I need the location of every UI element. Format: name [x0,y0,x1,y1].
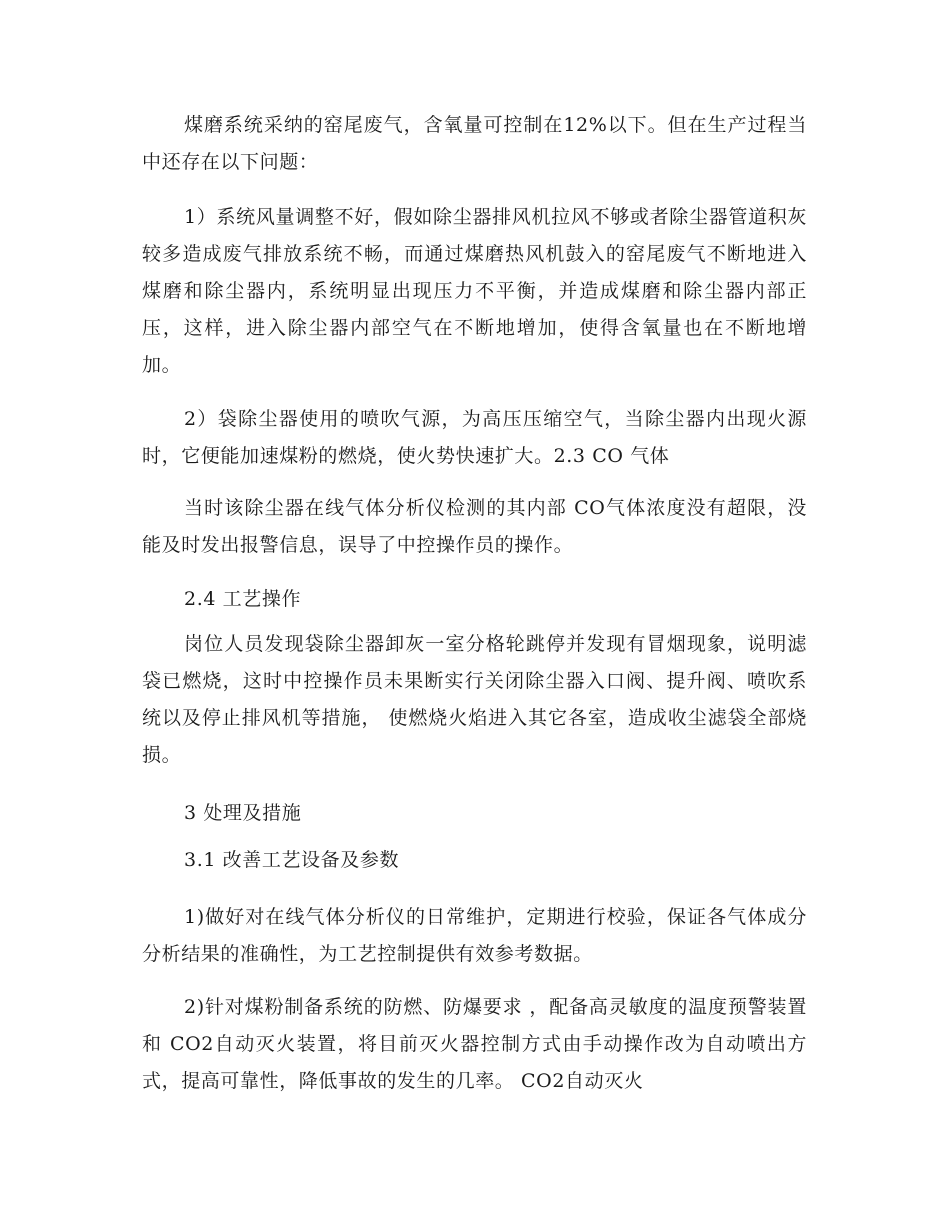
paragraph-10: 2)针对煤粉制备系统的防燃、防爆要求 ，配备高灵敏度的温度预警装置和 CO2自动灭火装置，将目前灭火器控制方式由手动操作改为自动喷出方式，提高可靠性，降低事故的发生的几率。 CO2自动灭火 [142,996,807,1092]
paragraph-7: 3 处理及措施 [184,802,302,824]
paragraph-9: 1)做好对在线气体分析仪的日常维护，定期进行校验，保证各气体成分分析结果的准确性，为工艺控制提供有效参考数据。 [142,906,807,965]
paragraph-1: 煤磨系统采纳的窑尾废气，含氧量可控制在12%以下。但在生产过程当中还存在以下问题： [142,114,807,173]
paragraph-3: 2）袋除尘器使用的喷吹气源，为高压压缩空气，当除尘器内出现火源时，它便能加速煤粉的燃烧，使火势快速扩大。2.3 CO 气体 [142,408,807,467]
paragraph-2: 1）系统风量调整不好，假如除尘器排风机拉风不够或者除尘器管道积灰较多造成废气排放系统不畅，而通过煤磨热风机鼓入的窑尾废气不断地进入煤磨和除尘器内，系统明显出现压力不平衡，并造成煤磨和除尘器内部正压，这样，进入除尘器内部空气在不断地增加，使得含氧量也在不断地增加。 [142,206,807,376]
paragraph-5: 2.4 工艺操作 [184,588,302,610]
paragraph-6: 岗位人员发现袋除尘器卸灰一室分格轮跳停并发现有冒烟现象，说明滤袋已燃烧，这时中控操作员未果断实行关闭除尘器入口阀、提升阀、喷吹系统以及停止排风机等措施， 使燃烧火焰进入其它各室，造成收尘滤袋全部烧损。 [142,633,807,766]
paragraph-8: 3.1 改善工艺设备及参数 [184,849,400,871]
paragraph-4: 当时该除尘器在线气体分析仪检测的其内部 CO气体浓度没有超限，没能及时发出报警信息，误导了中控操作员的操作。 [142,497,807,556]
